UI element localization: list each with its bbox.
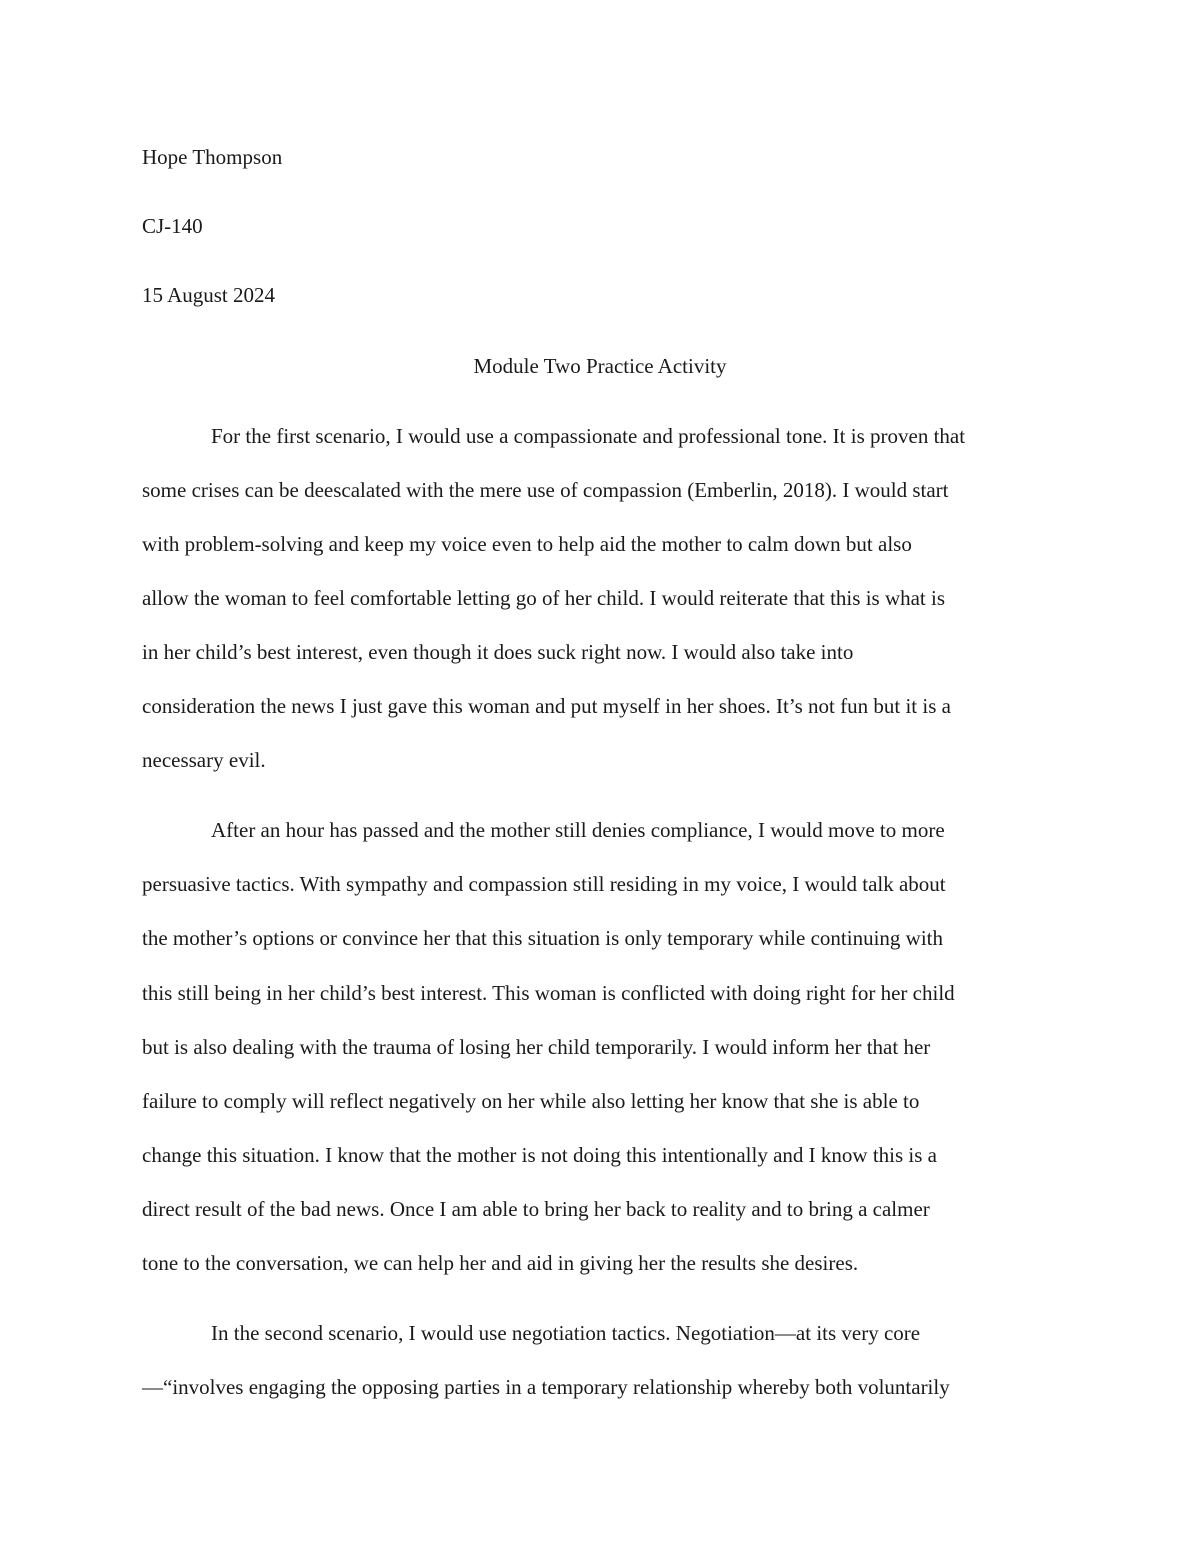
document-title: Module Two Practice Activity bbox=[473, 354, 727, 378]
paragraph-line: In the second scenario, I would use negotiation tactics. Negotiation—at its very core bbox=[211, 1321, 921, 1345]
paragraph-line: but is also dealing with the trauma of losing her child temporarily. I would inform her that her bbox=[142, 1035, 931, 1059]
paragraph-line: necessary evil. bbox=[142, 748, 266, 772]
paragraph-line: —“involves engaging the opposing parties in a temporary relationship whereby both voluntarily bbox=[142, 1375, 950, 1399]
paragraph-line: allow the woman to feel comfortable letting go of her child. I would reiterate that this is what is bbox=[142, 586, 946, 610]
paragraph-line: For the first scenario, I would use a compassionate and professional tone. It is proven that bbox=[211, 424, 966, 448]
paragraph-line: with problem-solving and keep my voice even to help aid the mother to calm down but also bbox=[142, 532, 912, 556]
paragraph-line: the mother’s options or convince her that this situation is only temporary while continuing with bbox=[142, 926, 943, 950]
paragraph-line: tone to the conversation, we can help her and aid in giving her the results she desires. bbox=[142, 1251, 859, 1275]
document-date: 15 August 2024 bbox=[142, 283, 276, 307]
paragraph-line: After an hour has passed and the mother still denies compliance, I would move to more bbox=[211, 818, 945, 842]
paragraph-line: consideration the news I just gave this woman and put myself in her shoes. It’s not fun but it is a bbox=[142, 694, 951, 718]
paragraph-line: failure to comply will reflect negatively on her while also letting her know that she is able to bbox=[142, 1089, 920, 1113]
author-name: Hope Thompson bbox=[142, 145, 283, 169]
paragraph-line: direct result of the bad news. Once I am able to bring her back to reality and to bring a calmer bbox=[142, 1197, 930, 1221]
paragraph-line: in her child’s best interest, even though it does suck right now. I would also take into bbox=[142, 640, 854, 664]
paragraph-line: change this situation. I know that the mother is not doing this intentionally and I know this is a bbox=[142, 1143, 937, 1167]
paragraph-line: some crises can be deescalated with the mere use of compassion (Emberlin, 2018). I would start bbox=[142, 478, 949, 502]
paragraph-line: this still being in her child’s best interest. This woman is conflicted with doing right for her child bbox=[142, 981, 955, 1005]
paragraph-line: persuasive tactics. With sympathy and compassion still residing in my voice, I would talk about bbox=[142, 872, 946, 896]
course-code: CJ-140 bbox=[142, 214, 203, 238]
